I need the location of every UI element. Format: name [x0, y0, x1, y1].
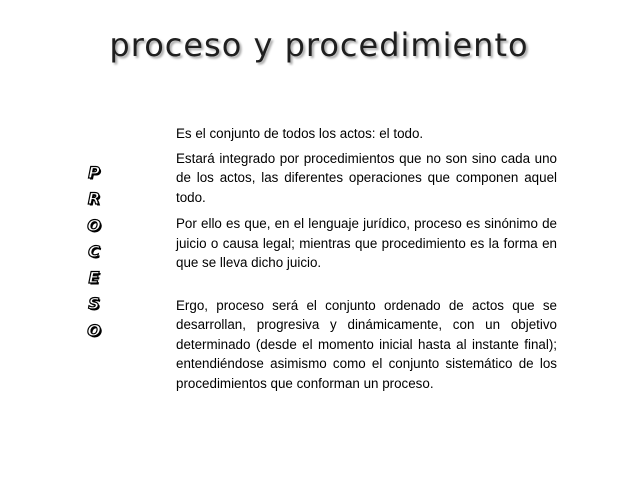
side-letter: C — [88, 241, 100, 261]
side-letter: S — [88, 294, 100, 314]
paragraph-lenguaje-juridico: Por ello es que, en el lenguaje jurídico, proceso es sinónimo de juicio o causa legal; mientras que procedimiento es la forma en que se lleva dicho juicio. — [176, 216, 557, 270]
side-letter: O — [87, 320, 101, 340]
slide-title: proceso y procedimiento — [109, 26, 529, 64]
side-letter: P — [88, 163, 100, 182]
side-letter: E — [88, 268, 100, 288]
vertical-word-proceso — [83, 160, 105, 344]
side-letter: R — [87, 189, 101, 209]
body-text — [176, 124, 557, 393]
paragraph-ergo: Ergo, proceso será el conjunto ordenado de actos que se desarrollan, progresiva y dinámicamente, con un objetivo determinado (desde el momento inicial hasta al instante final); entendiéndose asimismo como el conjunto sistemático de los procedimientos que conforman un proceso. — [176, 297, 557, 391]
paragraph-procedimientos: Estará integrado por procedimientos que no son sino cada uno de los actos, las diferentes operaciones que componen aquel todo. — [176, 150, 557, 205]
side-letter: O — [87, 215, 101, 235]
paragraph-definition: Es el conjunto de todos los actos: el todo. — [176, 126, 424, 141]
